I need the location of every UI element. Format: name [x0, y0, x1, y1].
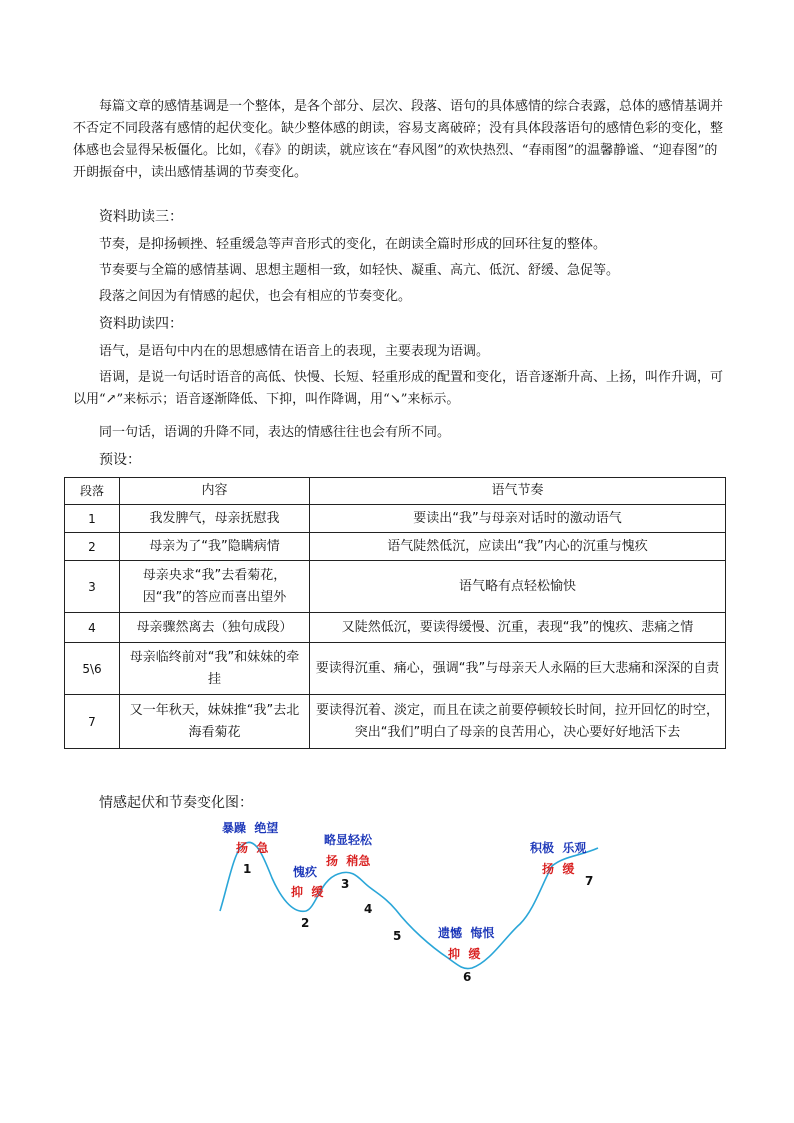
point-1-rhythm: 扬 急 [236, 841, 269, 855]
emotion-curve-chart [200, 810, 620, 990]
row-num: 3 [65, 561, 120, 613]
row-tone: 要读得沉重、痛心，强调“我”与母亲天人永隔的巨大悲痛和深深的自责 [310, 643, 726, 695]
table-row [65, 533, 726, 561]
section4-heading: 资料助读四： [99, 316, 183, 332]
row-num: 5\6 [65, 643, 120, 695]
row-tone: 语气陡然低沉，应读出“我”内心的沉重与愧疚 [310, 533, 726, 561]
point-6-emotion: 遗憾 悔恨 [438, 926, 495, 940]
row-content: 母亲为了“我”隐瞒病情 [120, 533, 310, 561]
section4-line-1: 语气，是语句中内在的思想感情在语音上的表现，主要表现为语调。 [99, 344, 490, 359]
row-tone: 语气略有点轻松愉快 [310, 561, 726, 613]
section3-line-3: 段落之间因为有情感的起伏，也会有相应的节奏变化。 [99, 289, 412, 304]
point-6-rhythm: 抑 缓 [448, 947, 481, 961]
section4-line-2: 语调，是说一句话时语音的高低、快慢、长短、轻重形成的配置和变化，语音逐渐升高、上扬，叫作升调，可以用“↗”来标示；语音逐渐降低、下抑，叫作降调，用“↘”来标示。 [73, 370, 724, 407]
section3-heading: 资料助读三： [99, 209, 183, 225]
section3-line-1: 节奏，是抑扬顿挫、轻重缓急等声音形式的变化，在朗读全篇时形成的回环往复的整体。 [99, 237, 607, 252]
preset-label: 预设： [99, 452, 141, 468]
table-row [65, 643, 726, 695]
section4-line-3: 同一句话，语调的升降不同，表达的情感往往也会有所不同。 [99, 425, 451, 440]
point-6-number: 6 [463, 970, 472, 984]
row-num: 2 [65, 533, 120, 561]
point-3-rhythm: 扬 稍急 [326, 854, 371, 868]
table-row [65, 561, 726, 613]
point-2-number: 2 [301, 916, 310, 930]
header-tone: 语气节奏 [310, 478, 726, 505]
point-3-emotion: 略显轻松 [324, 833, 373, 847]
table-row [65, 613, 726, 643]
row-tone: 要读出“我”与母亲对话时的激动语气 [310, 505, 726, 533]
point-1-emotion: 暴躁 绝望 [222, 821, 279, 835]
point-2-rhythm: 抑 缓 [291, 885, 324, 899]
section3-line-2: 节奏要与全篇的感情基调、思想主题相一致，如轻快、凝重、高亢、低沉、舒缓、急促等。 [99, 263, 620, 278]
point-7-number: 7 [585, 874, 594, 888]
point-7-emotion: 积极 乐观 [530, 841, 587, 855]
table-row [65, 505, 726, 533]
header-content: 内容 [120, 478, 310, 505]
row-content: 我发脾气，母亲抚慰我 [120, 505, 310, 533]
chart-title: 情感起伏和节奏变化图： [99, 795, 253, 811]
row-num: 4 [65, 613, 120, 643]
row-content: 母亲临终前对“我”和妹妹的牵挂 [120, 643, 310, 695]
point-5-number: 5 [393, 929, 402, 943]
point-7-rhythm: 扬 缓 [542, 862, 575, 876]
rhythm-table [64, 477, 726, 749]
intro-paragraph: 每篇文章的感情基调是一个整体，是各个部分、层次、段落、语句的具体感情的综合表露，总体的感情基调并不否定不同段落有感情的起伏变化。缺少整体感的朗读，容易支离破碎；没有具体段落语句的感情色彩的变化，整体感也会显得呆板僵化。比如，《春》的朗读，就应该在“春风图”的欢快热烈、“春雨图”的温馨静谧、“迎春图”的开朗振奋中，读出感情基调的节奏变化。 [73, 99, 724, 180]
row-tone: 又陡然低沉，要读得缓慢、沉重，表现“我”的愧疚、悲痛之情 [310, 613, 726, 643]
point-1-number: 1 [243, 862, 252, 876]
row-content: 又一年秋天，妹妹推“我”去北海看菊花 [120, 695, 310, 749]
row-num: 1 [65, 505, 120, 533]
point-4-number: 4 [364, 902, 373, 916]
table-header-row [65, 478, 726, 505]
table-row [65, 695, 726, 749]
row-tone: 要读得沉着、淡定，而且在读之前要停顿较长时间，拉开回忆的时空，突出“我们”明白了母亲的良苦用心，决心要好好地活下去 [310, 695, 726, 749]
point-3-number: 3 [341, 877, 350, 891]
header-paragraph: 段落 [65, 478, 120, 505]
row-num: 7 [65, 695, 120, 749]
row-content: 母亲骤然离去（独句成段） [120, 613, 310, 643]
row-content: 母亲央求“我”去看菊花，因“我”的答应而喜出望外 [120, 561, 310, 613]
point-2-emotion: 愧疚 [293, 865, 318, 879]
